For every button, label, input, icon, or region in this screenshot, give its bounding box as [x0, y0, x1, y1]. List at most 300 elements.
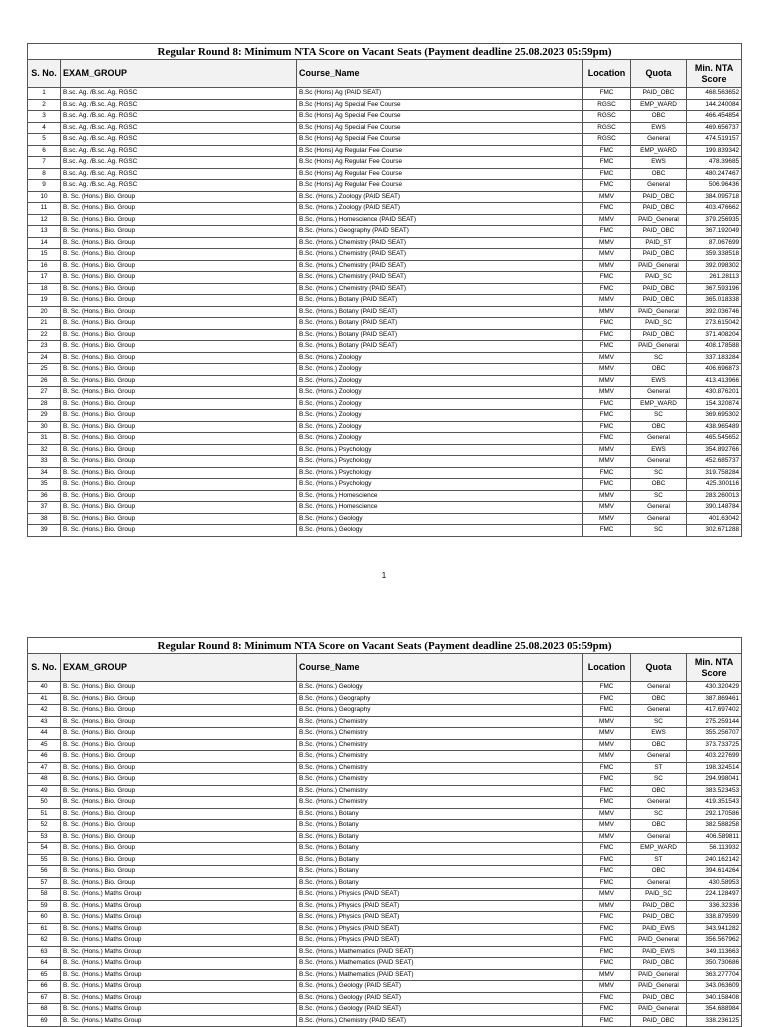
table-row [28, 900, 742, 912]
cell-location: FMC [583, 992, 631, 1004]
cell-quota: EWS [631, 122, 687, 134]
page-number: 1 [381, 571, 387, 580]
cell-quota: General [631, 751, 687, 763]
cell-location: FMC [583, 398, 631, 410]
col-header-exam-group: EXAM_GROUP [61, 60, 297, 88]
table-row [28, 214, 742, 226]
cell-sno: 69 [28, 1015, 61, 1027]
table-row [28, 295, 742, 307]
cell-min-score: 425.300116 [687, 479, 742, 491]
cell-sno: 16 [28, 260, 61, 272]
table-row [28, 935, 742, 947]
cell-min-score: 384.095718 [687, 191, 742, 203]
cell-exam-group: B. Sc. (Hons.) Bio. Group [61, 739, 297, 751]
cell-exam-group: B. Sc. (Hons.) Bio. Group [61, 398, 297, 410]
table-row [28, 122, 742, 134]
cell-quota: OBC [631, 820, 687, 832]
cell-location: FMC [583, 283, 631, 295]
cell-course-name: B.Sc. (Hons.) Mathematics (PAID SEAT) [297, 969, 583, 981]
cell-quota: OBC [631, 479, 687, 491]
cell-min-score: 240.162142 [687, 854, 742, 866]
cell-course-name: B.Sc (Hons) Ag Regular Fee Course [297, 157, 583, 169]
cell-exam-group: B. Sc. (Hons.) Maths Group [61, 923, 297, 935]
cell-course-name: B.Sc. (Hons.) Psychology [297, 444, 583, 456]
cell-course-name: B.Sc. (Hons.) Mathematics (PAID SEAT) [297, 946, 583, 958]
cell-quota: General [631, 134, 687, 146]
cell-sno: 42 [28, 705, 61, 717]
table-row [28, 456, 742, 468]
cell-exam-group: B. Sc. (Hons.) Bio. Group [61, 318, 297, 330]
table-row [28, 751, 742, 763]
cell-course-name: B.Sc. (Hons.) Chemistry (PAID SEAT) [297, 283, 583, 295]
cell-quota: PAID_SC [631, 889, 687, 901]
cell-course-name: B.Sc. (Hons.) Geography [297, 705, 583, 717]
cell-location: MMV [583, 889, 631, 901]
cell-exam-group: B.sc. Ag. /B.sc. Ag. RGSC [61, 134, 297, 146]
cell-course-name: B.Sc. (Hons.) Homescience [297, 502, 583, 514]
cell-quota: PAID_General [631, 969, 687, 981]
cell-exam-group: B. Sc. (Hons.) Maths Group [61, 969, 297, 981]
cell-course-name: B.Sc. (Hons.) Psychology [297, 456, 583, 468]
cell-exam-group: B. Sc. (Hons.) Bio. Group [61, 295, 297, 307]
cell-min-score: 408.178588 [687, 341, 742, 353]
table-row [28, 716, 742, 728]
cell-location: MMV [583, 352, 631, 364]
table-row [28, 352, 742, 364]
cell-course-name: B.Sc. (Hons.) Zoology [297, 410, 583, 422]
cell-min-score: 373.733725 [687, 739, 742, 751]
table-row [28, 433, 742, 445]
cell-location: FMC [583, 479, 631, 491]
cell-course-name: B.Sc. (Hons.) Physics (PAID SEAT) [297, 935, 583, 947]
cell-location: MMV [583, 375, 631, 387]
cell-min-score: 338.236125 [687, 1015, 742, 1027]
cell-min-score: 367.192049 [687, 226, 742, 238]
table-row [28, 1015, 742, 1027]
cell-exam-group: B. Sc. (Hons.) Bio. Group [61, 203, 297, 215]
cell-exam-group: B. Sc. (Hons.) Maths Group [61, 992, 297, 1004]
cell-min-score: 261.28113 [687, 272, 742, 284]
cell-min-score: 356.567962 [687, 935, 742, 947]
cell-location: MMV [583, 981, 631, 993]
cell-exam-group: B. Sc. (Hons.) Bio. Group [61, 237, 297, 249]
cell-sno: 63 [28, 946, 61, 958]
cell-location: MMV [583, 260, 631, 272]
cell-course-name: B.Sc. (Hons.) Geology [297, 682, 583, 694]
cell-min-score: 198.324514 [687, 762, 742, 774]
cell-sno: 30 [28, 421, 61, 433]
cell-quota: OBC [631, 364, 687, 376]
cell-location: FMC [583, 682, 631, 694]
cell-min-score: 413.413966 [687, 375, 742, 387]
cell-quota: OBC [631, 168, 687, 180]
cell-exam-group: B. Sc. (Hons.) Bio. Group [61, 214, 297, 226]
table-row [28, 283, 742, 295]
cell-min-score: 292.170586 [687, 808, 742, 820]
cell-exam-group: B. Sc. (Hons.) Bio. Group [61, 364, 297, 376]
cell-quota: PAID_OBC [631, 203, 687, 215]
cell-course-name: B.Sc. (Hons.) Botany [297, 877, 583, 889]
table-title: Regular Round 8: Minimum NTA Score on Vacant Seats (Payment deadline 25.08.2023 05:59pm) [28, 44, 742, 60]
cell-exam-group: B. Sc. (Hons.) Maths Group [61, 946, 297, 958]
cell-location: FMC [583, 797, 631, 809]
cell-location: MMV [583, 716, 631, 728]
cell-exam-group: B. Sc. (Hons.) Bio. Group [61, 728, 297, 740]
cell-location: MMV [583, 444, 631, 456]
cell-min-score: 273.615042 [687, 318, 742, 330]
table-row [28, 866, 742, 878]
cell-min-score: 283.260013 [687, 490, 742, 502]
cell-quota: PAID_OBC [631, 329, 687, 341]
table-row [28, 318, 742, 330]
cell-sno: 66 [28, 981, 61, 993]
table-row [28, 111, 742, 123]
table-row [28, 99, 742, 111]
cell-min-score: 390.148784 [687, 502, 742, 514]
cell-quota: OBC [631, 693, 687, 705]
col-header-sno: S. No. [28, 60, 61, 88]
table-row [28, 226, 742, 238]
cell-location: FMC [583, 226, 631, 238]
cell-quota: PAID_General [631, 1004, 687, 1016]
cell-exam-group: B. Sc. (Hons.) Bio. Group [61, 479, 297, 491]
cell-exam-group: B. Sc. (Hons.) Bio. Group [61, 831, 297, 843]
cell-exam-group: B. Sc. (Hons.) Bio. Group [61, 843, 297, 855]
cell-quota: General [631, 831, 687, 843]
cell-exam-group: B. Sc. (Hons.) Bio. Group [61, 854, 297, 866]
cell-min-score: 406.589811 [687, 831, 742, 843]
cell-min-score: 382.588258 [687, 820, 742, 832]
cell-location: MMV [583, 214, 631, 226]
table-row [28, 808, 742, 820]
table-row [28, 785, 742, 797]
cell-min-score: 349.113663 [687, 946, 742, 958]
table-row [28, 191, 742, 203]
cell-sno: 18 [28, 283, 61, 295]
cell-exam-group: B. Sc. (Hons.) Bio. Group [61, 774, 297, 786]
cell-min-score: 87.067699 [687, 237, 742, 249]
table-row [28, 444, 742, 456]
table-row [28, 157, 742, 169]
cell-min-score: 302.671288 [687, 525, 742, 537]
cell-quota: EWS [631, 444, 687, 456]
cell-course-name: B.Sc. (Hons.) Chemistry [297, 762, 583, 774]
cell-exam-group: B. Sc. (Hons.) Bio. Group [61, 513, 297, 525]
cell-sno: 7 [28, 157, 61, 169]
cell-location: FMC [583, 168, 631, 180]
cell-exam-group: B. Sc. (Hons.) Bio. Group [61, 410, 297, 422]
cell-exam-group: B. Sc. (Hons.) Bio. Group [61, 456, 297, 468]
cell-exam-group: B.sc. Ag. /B.sc. Ag. RGSC [61, 145, 297, 157]
cell-location: MMV [583, 969, 631, 981]
cell-location: FMC [583, 145, 631, 157]
cell-sno: 39 [28, 525, 61, 537]
cell-location: FMC [583, 774, 631, 786]
table-row [28, 969, 742, 981]
cell-location: FMC [583, 912, 631, 924]
cell-quota: PAID_EWS [631, 923, 687, 935]
cell-quota: EMP_WARD [631, 398, 687, 410]
cell-exam-group: B. Sc. (Hons.) Bio. Group [61, 808, 297, 820]
cell-quota: PAID_General [631, 214, 687, 226]
col-header-quota: Quota [631, 60, 687, 88]
cell-min-score: 466.454854 [687, 111, 742, 123]
cell-exam-group: B. Sc. (Hons.) Bio. Group [61, 762, 297, 774]
cell-sno: 17 [28, 272, 61, 284]
cell-sno: 27 [28, 387, 61, 399]
cell-location: MMV [583, 513, 631, 525]
cell-quota: PAID_SC [631, 272, 687, 284]
table-row [28, 797, 742, 809]
cell-quota: SC [631, 467, 687, 479]
cell-min-score: 383.523453 [687, 785, 742, 797]
cell-course-name: B.Sc. (Hons.) Homescience (PAID SEAT) [297, 214, 583, 226]
cell-course-name: B.Sc. (Hons.) Psychology [297, 467, 583, 479]
cell-location: FMC [583, 421, 631, 433]
cell-min-score: 338.879599 [687, 912, 742, 924]
cell-course-name: B.Sc. (Hons.) Physics (PAID SEAT) [297, 912, 583, 924]
cell-exam-group: B. Sc. (Hons.) Bio. Group [61, 352, 297, 364]
cell-location: FMC [583, 958, 631, 970]
cell-course-name: B.Sc. (Hons.) Zoology [297, 398, 583, 410]
table-row [28, 877, 742, 889]
cell-exam-group: B. Sc. (Hons.) Maths Group [61, 900, 297, 912]
cell-quota: SC [631, 774, 687, 786]
cell-quota: PAID_General [631, 306, 687, 318]
cell-course-name: B.Sc. (Hons.) Botany [297, 820, 583, 832]
col-header-exam-group: EXAM_GROUP [61, 654, 297, 682]
cell-location: MMV [583, 237, 631, 249]
cell-quota: PAID_OBC [631, 191, 687, 203]
cell-exam-group: B. Sc. (Hons.) Maths Group [61, 958, 297, 970]
cell-quota: PAID_OBC [631, 1015, 687, 1027]
col-header-sno: S. No. [28, 654, 61, 682]
cell-min-score: 354.892766 [687, 444, 742, 456]
cell-course-name: B.Sc. (Hons.) Botany (PAID SEAT) [297, 318, 583, 330]
cell-sno: 49 [28, 785, 61, 797]
cell-course-name: B.Sc. (Hons.) Chemistry (PAID SEAT) [297, 272, 583, 284]
cell-sno: 13 [28, 226, 61, 238]
cell-location: FMC [583, 935, 631, 947]
table-row [28, 513, 742, 525]
cell-min-score: 144.240084 [687, 99, 742, 111]
cell-quota: OBC [631, 739, 687, 751]
cell-quota: General [631, 877, 687, 889]
cell-sno: 1 [28, 88, 61, 100]
table-row [28, 705, 742, 717]
cell-exam-group: B.sc. Ag. /B.sc. Ag. RGSC [61, 157, 297, 169]
table-row [28, 134, 742, 146]
cell-course-name: B.Sc. (Hons.) Geography (PAID SEAT) [297, 226, 583, 238]
cell-exam-group: B. Sc. (Hons.) Bio. Group [61, 502, 297, 514]
cell-sno: 48 [28, 774, 61, 786]
cell-min-score: 336.32336 [687, 900, 742, 912]
cell-course-name: B.Sc (Hons) Ag Special Fee Course [297, 99, 583, 111]
col-header-course-name: Course_Name [297, 60, 583, 88]
cell-sno: 5 [28, 134, 61, 146]
cell-course-name: B.Sc. (Hons.) Botany [297, 854, 583, 866]
cell-sno: 9 [28, 180, 61, 192]
cell-sno: 58 [28, 889, 61, 901]
cell-min-score: 363.277704 [687, 969, 742, 981]
cell-exam-group: B. Sc. (Hons.) Bio. Group [61, 375, 297, 387]
cell-location: FMC [583, 203, 631, 215]
cell-sno: 37 [28, 502, 61, 514]
cell-location: MMV [583, 249, 631, 261]
cell-sno: 41 [28, 693, 61, 705]
cell-quota: OBC [631, 866, 687, 878]
cell-quota: OBC [631, 785, 687, 797]
cell-sno: 46 [28, 751, 61, 763]
cell-quota: SC [631, 410, 687, 422]
cell-sno: 33 [28, 456, 61, 468]
cell-min-score: 438.965489 [687, 421, 742, 433]
cell-location: MMV [583, 820, 631, 832]
cell-location: RGSC [583, 111, 631, 123]
cell-min-score: 468.563652 [687, 88, 742, 100]
cell-min-score: 354.688984 [687, 1004, 742, 1016]
cell-min-score: 478.39685 [687, 157, 742, 169]
cell-course-name: B.Sc. (Hons.) Botany [297, 843, 583, 855]
table-row [28, 249, 742, 261]
cell-exam-group: B. Sc. (Hons.) Bio. Group [61, 751, 297, 763]
cell-course-name: B.Sc. (Hons.) Zoology [297, 387, 583, 399]
cell-exam-group: B. Sc. (Hons.) Bio. Group [61, 191, 297, 203]
cell-sno: 53 [28, 831, 61, 843]
cell-min-score: 154.320874 [687, 398, 742, 410]
cell-sno: 40 [28, 682, 61, 694]
table-row [28, 364, 742, 376]
cell-location: FMC [583, 1015, 631, 1027]
cell-quota: PAID_General [631, 981, 687, 993]
table-row [28, 260, 742, 272]
cell-location: MMV [583, 751, 631, 763]
cell-sno: 23 [28, 341, 61, 353]
cell-course-name: B.Sc. (Hons.) Chemistry [297, 785, 583, 797]
cell-quota: ST [631, 762, 687, 774]
cell-sno: 14 [28, 237, 61, 249]
cell-location: FMC [583, 866, 631, 878]
cell-location: RGSC [583, 134, 631, 146]
cell-exam-group: B.sc. Ag. /B.sc. Ag. RGSC [61, 88, 297, 100]
cell-quota: SC [631, 808, 687, 820]
cell-course-name: B.Sc (Hons) Ag Special Fee Course [297, 111, 583, 123]
cell-location: MMV [583, 831, 631, 843]
cell-quota: SC [631, 525, 687, 537]
table-row [28, 375, 742, 387]
table-row [28, 728, 742, 740]
table-row [28, 329, 742, 341]
table-row [28, 467, 742, 479]
cell-course-name: B.Sc. (Hons.) Botany (PAID SEAT) [297, 329, 583, 341]
cell-quota: SC [631, 716, 687, 728]
cell-course-name: B.Sc. (Hons.) Chemistry [297, 751, 583, 763]
cell-sno: 51 [28, 808, 61, 820]
cell-quota: SC [631, 352, 687, 364]
cell-location: FMC [583, 88, 631, 100]
cell-location: FMC [583, 433, 631, 445]
table-body [28, 682, 742, 1027]
cell-location: MMV [583, 900, 631, 912]
cell-location: FMC [583, 180, 631, 192]
score-table-page-2 [27, 637, 741, 1027]
cell-sno: 55 [28, 854, 61, 866]
cell-sno: 67 [28, 992, 61, 1004]
cell-min-score: 355.256707 [687, 728, 742, 740]
cell-quota: PAID_General [631, 935, 687, 947]
cell-exam-group: B. Sc. (Hons.) Bio. Group [61, 272, 297, 284]
cell-exam-group: B.sc. Ag. /B.sc. Ag. RGSC [61, 180, 297, 192]
cell-min-score: 469.656737 [687, 122, 742, 134]
cell-min-score: 371.408204 [687, 329, 742, 341]
cell-exam-group: B. Sc. (Hons.) Bio. Group [61, 226, 297, 238]
table-row [28, 992, 742, 1004]
cell-course-name: B.Sc. (Hons.) Botany (PAID SEAT) [297, 306, 583, 318]
cell-location: RGSC [583, 122, 631, 134]
cell-sno: 31 [28, 433, 61, 445]
cell-min-score: 340.158408 [687, 992, 742, 1004]
cell-course-name: B.Sc. (Hons.) Physics (PAID SEAT) [297, 900, 583, 912]
cell-sno: 64 [28, 958, 61, 970]
cell-sno: 19 [28, 295, 61, 307]
cell-location: FMC [583, 1004, 631, 1016]
cell-location: FMC [583, 705, 631, 717]
cell-min-score: 343.063609 [687, 981, 742, 993]
cell-course-name: B.Sc. (Hons.) Chemistry (PAID SEAT) [297, 249, 583, 261]
cell-location: FMC [583, 341, 631, 353]
cell-sno: 3 [28, 111, 61, 123]
table-row [28, 762, 742, 774]
cell-quota: PAID_General [631, 341, 687, 353]
cell-course-name: B.Sc. (Hons.) Zoology [297, 352, 583, 364]
cell-quota: PAID_OBC [631, 249, 687, 261]
cell-quota: General [631, 433, 687, 445]
cell-location: FMC [583, 923, 631, 935]
cell-exam-group: B. Sc. (Hons.) Bio. Group [61, 387, 297, 399]
cell-exam-group: B. Sc. (Hons.) Bio. Group [61, 877, 297, 889]
table-row [28, 502, 742, 514]
cell-quota: PAID_OBC [631, 88, 687, 100]
cell-course-name: B.Sc. (Hons.) Botany (PAID SEAT) [297, 295, 583, 307]
cell-min-score: 275.259144 [687, 716, 742, 728]
cell-course-name: B.Sc (Hons) Ag (PAID SEAT) [297, 88, 583, 100]
cell-sno: 36 [28, 490, 61, 502]
cell-location: FMC [583, 272, 631, 284]
cell-course-name: B.Sc. (Hons.) Chemistry [297, 774, 583, 786]
cell-exam-group: B. Sc. (Hons.) Bio. Group [61, 490, 297, 502]
cell-sno: 2 [28, 99, 61, 111]
cell-sno: 57 [28, 877, 61, 889]
cell-course-name: B.Sc. (Hons.) Chemistry [297, 797, 583, 809]
table-row [28, 843, 742, 855]
cell-course-name: B.Sc. (Hons.) Geology (PAID SEAT) [297, 1004, 583, 1016]
cell-quota: EWS [631, 375, 687, 387]
table-row [28, 145, 742, 157]
table-row [28, 306, 742, 318]
table-row [28, 981, 742, 993]
cell-quota: PAID_OBC [631, 900, 687, 912]
cell-min-score: 401.63042 [687, 513, 742, 525]
cell-sno: 8 [28, 168, 61, 180]
cell-min-score: 319.758284 [687, 467, 742, 479]
cell-exam-group: B. Sc. (Hons.) Bio. Group [61, 306, 297, 318]
cell-quota: PAID_OBC [631, 912, 687, 924]
cell-min-score: 365.018338 [687, 295, 742, 307]
score-table-page-1 [27, 43, 741, 537]
cell-quota: PAID_OBC [631, 226, 687, 238]
cell-course-name: B.Sc (Hons) Ag Regular Fee Course [297, 180, 583, 192]
cell-min-score: 56.113932 [687, 843, 742, 855]
